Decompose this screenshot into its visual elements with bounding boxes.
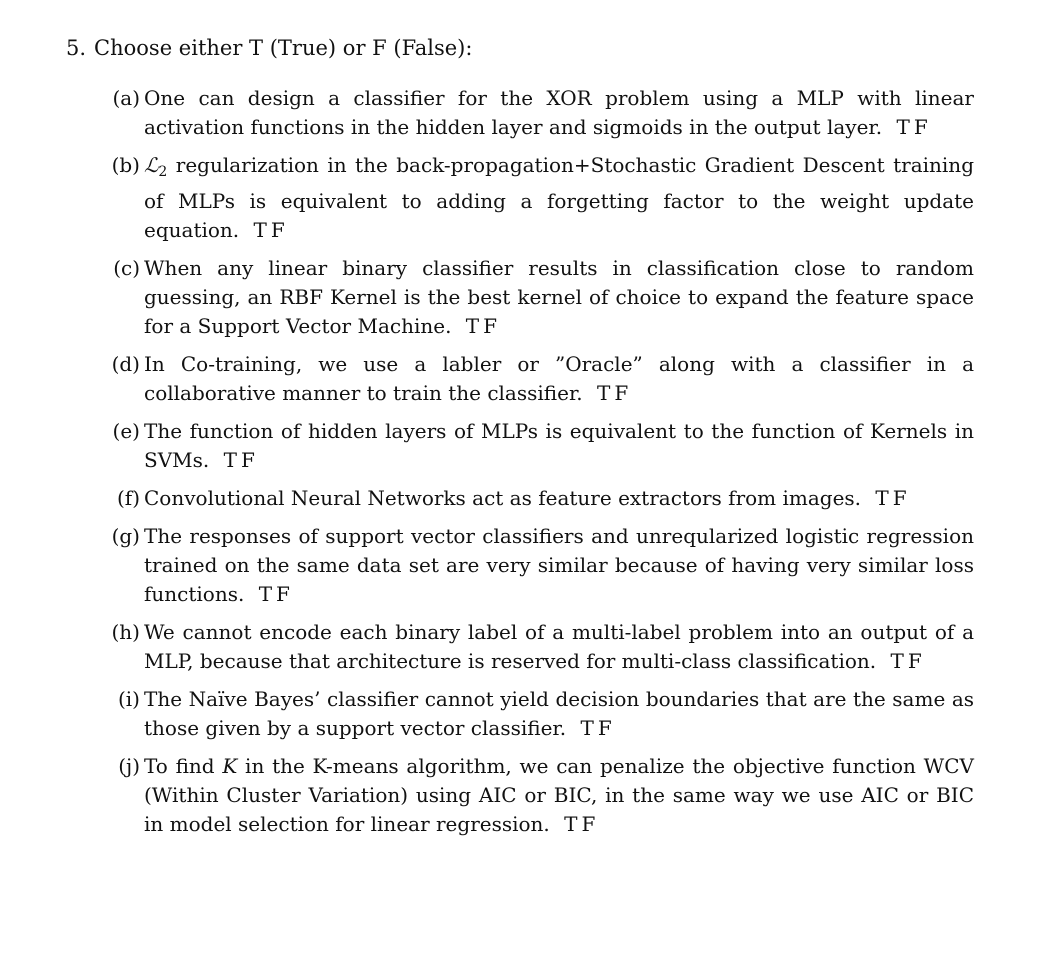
true-false-options [896,115,931,139]
true-option[interactable]: T [564,812,578,836]
part-i [104,685,974,743]
part-f [104,484,974,513]
question-title [66,34,472,63]
part-text [144,84,974,142]
part-label: (h) [111,620,140,644]
question-number: 5. [66,36,87,60]
true-option[interactable]: T [465,314,480,338]
part-label: (e) [112,419,140,443]
part-label: (a) [112,86,140,110]
false-option[interactable]: F [276,582,290,606]
false-option[interactable]: F [892,486,907,510]
part-e [104,417,974,475]
false-option[interactable]: F [597,716,612,740]
part-label: (c) [113,256,140,280]
part-label: (i) [117,687,140,711]
true-false-options [224,448,259,472]
l2-symbol: ℒ [144,153,159,177]
true-option[interactable]: T [597,381,611,405]
part-label: (f) [116,486,140,510]
k-variable: K [222,754,238,778]
part-h [104,618,974,676]
false-option[interactable]: F [240,448,255,472]
part-a [104,84,974,142]
statement: We cannot encode each binary label of a multi-label problem into an output of a MLP, because that architecture is reserved for multi-class classification. [144,620,974,673]
true-false-options [890,649,925,673]
true-option[interactable]: T [875,486,889,510]
true-option[interactable]: T [223,448,237,472]
part-text [144,752,974,839]
true-false-options [875,486,910,510]
true-option[interactable]: T [890,649,904,673]
true-option[interactable]: T [580,716,594,740]
question-prompt: Choose either T (True) or F (False): [94,36,473,60]
part-label: (b) [111,153,140,177]
part-d [104,350,974,408]
false-option[interactable]: F [483,314,498,338]
part-text [144,522,974,609]
true-false-options [581,716,616,740]
statement: One can design a classifier for the XOR problem using a MLP with linear activation functions in the hidden layer and sigmoids in the output layer. [144,86,974,139]
statement-start: To find [144,754,223,778]
statement: The function of hidden layers of MLPs is equivalent to the function of Kernels in SVMs. [144,419,974,472]
part-g [104,522,974,609]
part-label: (j) [118,754,140,778]
l2-subscript: 2 [158,164,168,180]
statement: regularization in the back-propagation+Stochastic Gradient Descent training of MLPs is equivalent to adding a forgetting factor to the weight update equation. [144,153,974,242]
part-c [104,254,974,341]
part-text [144,151,974,245]
false-option[interactable]: F [581,812,596,836]
part-text [144,618,974,676]
part-label: (g) [111,524,140,548]
false-option[interactable]: F [907,649,922,673]
part-text [144,350,974,408]
true-false-options [564,812,599,836]
part-text [144,685,974,743]
true-option[interactable]: T [896,115,910,139]
part-j [104,752,974,839]
false-option[interactable]: F [913,115,928,139]
true-false-options [597,381,632,405]
question-parts-list [104,84,974,848]
true-false-options [254,218,289,242]
statement: In Co-training, we use a labler or ”Oracle” along with a classifier in a collaborative manner to train the classifier. [144,352,974,405]
part-text [144,254,974,341]
part-label: (d) [111,352,140,376]
statement-end: in the K-means algorithm, we can penalize the objective function WCV (Within Cluster Variation) using AIC or BIC, in the same way we use AIC or BIC in model selection for linear regression. [144,754,974,836]
true-false-options [259,582,294,606]
statement: When any linear binary classifier results in classification close to random guessing, an RBF Kernel is the best kernel of choice to expand the feature space for a Support Vector Machine. [144,256,974,338]
part-text [144,417,974,475]
true-option[interactable]: T [253,218,267,242]
part-b [104,151,974,245]
false-option[interactable]: F [270,218,285,242]
false-option[interactable]: F [614,381,629,405]
statement: The Naïve Bayes’ classifier cannot yield decision boundaries that are the same as those given by a support vector classifier. [144,687,974,740]
statement: The responses of support vector classifiers and unreqularized logistic regression trained on the same data set are very similar because of having very similar loss functions. [144,524,974,606]
true-false-options [466,314,501,338]
statement: Convolutional Neural Networks act as feature extractors from images. [144,486,862,510]
part-text [144,484,974,513]
true-option[interactable]: T [258,582,273,606]
